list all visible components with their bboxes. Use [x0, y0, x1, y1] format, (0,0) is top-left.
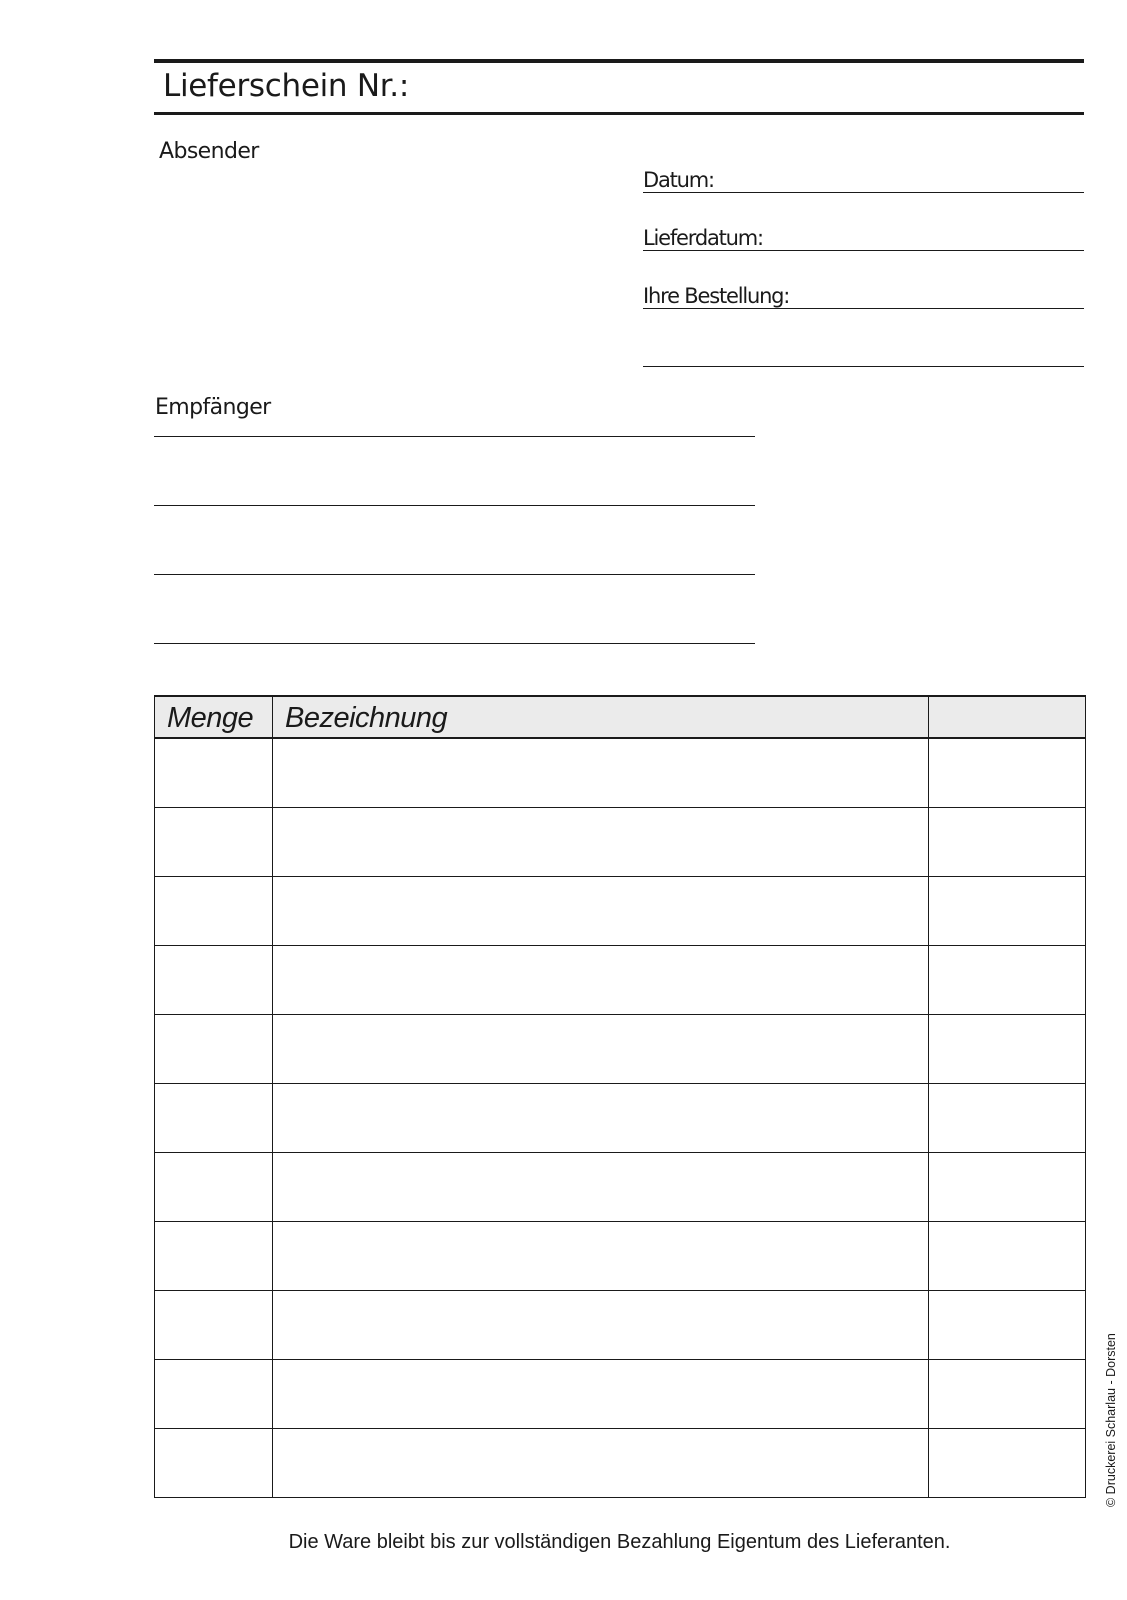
- page-title: Lieferschein Nr.:: [163, 68, 410, 104]
- extra-cell[interactable]: [929, 946, 1086, 1015]
- delivery-date-field[interactable]: [643, 218, 1084, 251]
- items-table: [154, 695, 1086, 1498]
- quantity-cell[interactable]: [155, 1084, 273, 1153]
- description-cell[interactable]: [273, 1015, 929, 1084]
- extra-cell[interactable]: [929, 1084, 1086, 1153]
- retention-of-title-note: Die Ware bleibt bis zur vollständigen Bezahlung Eigentum des Lieferanten.: [288, 1531, 951, 1553]
- description-cell[interactable]: [273, 738, 929, 808]
- extra-cell[interactable]: [929, 808, 1086, 877]
- recipient-label: Empfänger: [155, 395, 271, 420]
- quantity-cell[interactable]: [155, 1222, 273, 1291]
- extra-cell[interactable]: [929, 1153, 1086, 1222]
- quantity-cell[interactable]: [155, 1015, 273, 1084]
- title-rule-top: [154, 59, 1084, 63]
- table-row: [155, 808, 1086, 877]
- quantity-cell[interactable]: [155, 1153, 273, 1222]
- description-cell[interactable]: [273, 877, 929, 946]
- description-cell[interactable]: [273, 1291, 929, 1360]
- table-header-row: [155, 696, 1086, 738]
- table-row: [155, 877, 1086, 946]
- delivery-date-label: Lieferdatum:: [643, 226, 763, 250]
- quantity-cell[interactable]: [155, 1291, 273, 1360]
- table-row: [155, 1222, 1086, 1291]
- recipient-line-1[interactable]: [154, 436, 755, 437]
- extra-cell[interactable]: [929, 1429, 1086, 1498]
- quantity-cell[interactable]: [155, 877, 273, 946]
- description-cell[interactable]: [273, 1222, 929, 1291]
- column-header-extra-label: [929, 716, 1085, 718]
- column-header-extra: [929, 696, 1086, 738]
- date-field[interactable]: [643, 160, 1084, 193]
- table-row: [155, 1084, 1086, 1153]
- column-header-description: [273, 696, 929, 738]
- table-row: [155, 1360, 1086, 1429]
- printer-copyright: © Druckerei Scharlau - Dorsten: [1104, 1333, 1118, 1507]
- description-cell[interactable]: [273, 946, 929, 1015]
- description-cell[interactable]: [273, 1360, 929, 1429]
- quantity-cell[interactable]: [155, 946, 273, 1015]
- extra-cell[interactable]: [929, 1015, 1086, 1084]
- quantity-cell[interactable]: [155, 1360, 273, 1429]
- recipient-line-3[interactable]: [154, 574, 755, 575]
- table-row: [155, 1153, 1086, 1222]
- description-cell[interactable]: [273, 1084, 929, 1153]
- table-row: [155, 1015, 1086, 1084]
- column-header-description-label: Bezeichnung: [285, 701, 448, 734]
- extra-cell[interactable]: [929, 1360, 1086, 1429]
- title-rule-bottom: [154, 112, 1084, 115]
- extra-cell[interactable]: [929, 1291, 1086, 1360]
- date-label: Datum:: [643, 168, 714, 192]
- order-reference-field[interactable]: [643, 276, 1084, 309]
- extra-cell[interactable]: [929, 1222, 1086, 1291]
- quantity-cell[interactable]: [155, 738, 273, 808]
- extra-cell[interactable]: [929, 738, 1086, 808]
- quantity-cell[interactable]: [155, 808, 273, 877]
- description-cell[interactable]: [273, 808, 929, 877]
- recipient-line-2[interactable]: [154, 505, 755, 506]
- table-row: [155, 738, 1086, 808]
- items-table-body: [155, 738, 1086, 1498]
- table-row: [155, 1291, 1086, 1360]
- order-reference-label: Ihre Bestellung:: [643, 284, 790, 308]
- quantity-cell[interactable]: [155, 1429, 273, 1498]
- column-header-quantity: [155, 696, 273, 738]
- column-header-quantity-label: Menge: [167, 701, 254, 734]
- description-cell[interactable]: [273, 1153, 929, 1222]
- sender-label: Absender: [159, 139, 259, 164]
- table-row: [155, 1429, 1086, 1498]
- description-cell[interactable]: [273, 1429, 929, 1498]
- extra-meta-field[interactable]: [643, 334, 1084, 367]
- extra-cell[interactable]: [929, 877, 1086, 946]
- table-row: [155, 946, 1086, 1015]
- recipient-line-4[interactable]: [154, 643, 755, 644]
